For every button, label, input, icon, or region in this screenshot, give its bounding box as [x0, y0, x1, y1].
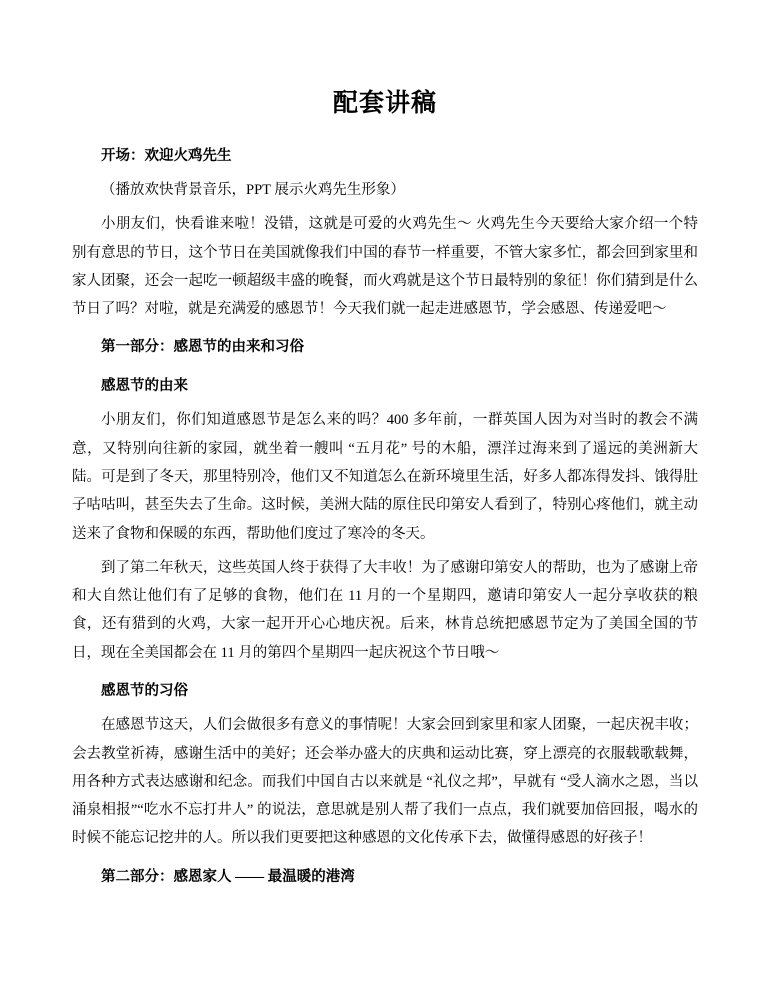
heading-customs: 感恩节的习俗 — [101, 682, 188, 699]
heading-part-one: 第一部分：感恩节的由来和习俗 — [101, 339, 304, 356]
page-title: 配套讲稿 — [332, 90, 437, 117]
paragraph-origin-two: 到了第二年秋天，这些英国人终于获得了大丰收！为了感谢印第安人的帮助，也为了感谢上帝和大自然让他们有了足够的食物，他们在 11 月的一个星期四，邀请印第安人一起分享收获的粮食，还有猎到的火鸡，大家一起开开心心地庆祝。后来，林肯总统把感恩节定为了美国全国的节日，现在全美国都会在 11 月的第四个星期四一起庆祝这个节日哦～ — [72, 559, 698, 661]
paragraph-customs: 在感恩节这天，人们会做很多有意义的事情呢！大家会回到家里和家人团聚，一起庆祝丰收；会去教堂祈祷，感谢生活中的美好；还会举办盛大的庆典和运动比赛，穿上漂亮的衣服载歌载舞，用各种方式表达感谢和纪念。而我们中国自古以来就是 “礼仪之邦”，早就有 “受人滴水之恩，当以涌泉相报”“吃水不忘打井人” 的说法，意思就是别人帮了我们一点点，我们就要加倍回报，喝水的时候不能忘记挖井的人。所以我们更要把这种感恩的文化传承下去，做懂得感恩的好孩子！ — [72, 717, 698, 847]
paragraph-stage-direction: （播放欢快背景音乐，PPT 展示火鸡先生形象） — [101, 182, 405, 199]
paragraph-origin-one: 小朋友们，你们知道感恩节是怎么来的吗？400 多年前，一群英国人因为对当时的教会不满意，又特别向往新的家园，就坐着一艘叫 “五月花” 号的木船，漂洋过海来到了遥远的美洲新大陆。可是到了冬天，那里特别冷，他们又不知道怎么在新环境里生活，好多人都冻得发抖、饿得肚子咕咕叫，甚至失去了生命。这时候，美洲大陆的原住民印第安人看到了，特别心疼他们，就主动送来了食物和保暖的东西，帮助他们度过了寒冷的冬天。 — [72, 412, 698, 542]
paragraph-opening-speech: 小朋友们，快看谁来啦！没错，这就是可爱的火鸡先生～ 火鸡先生今天要给大家介绍一个特别有意思的节日，这个节日在美国就像我们中国的春节一样重要，不管大家多忙，都会回到家里和家人团聚，还会一起吃一顿超级丰盛的晚餐，而火鸡就是这个节日最特别的象征！你们猜到是什么节日了吗？对啦，就是充满爱的感恩节！今天我们就一起走进感恩节，学会感恩、传递爱吧～ — [72, 216, 698, 318]
heading-opening: 开场：欢迎火鸡先生 — [101, 147, 232, 164]
heading-part-two: 第二部分：感恩家人 —— 最温暖的港湾 — [101, 868, 355, 885]
heading-origin: 感恩节的由来 — [101, 377, 188, 394]
